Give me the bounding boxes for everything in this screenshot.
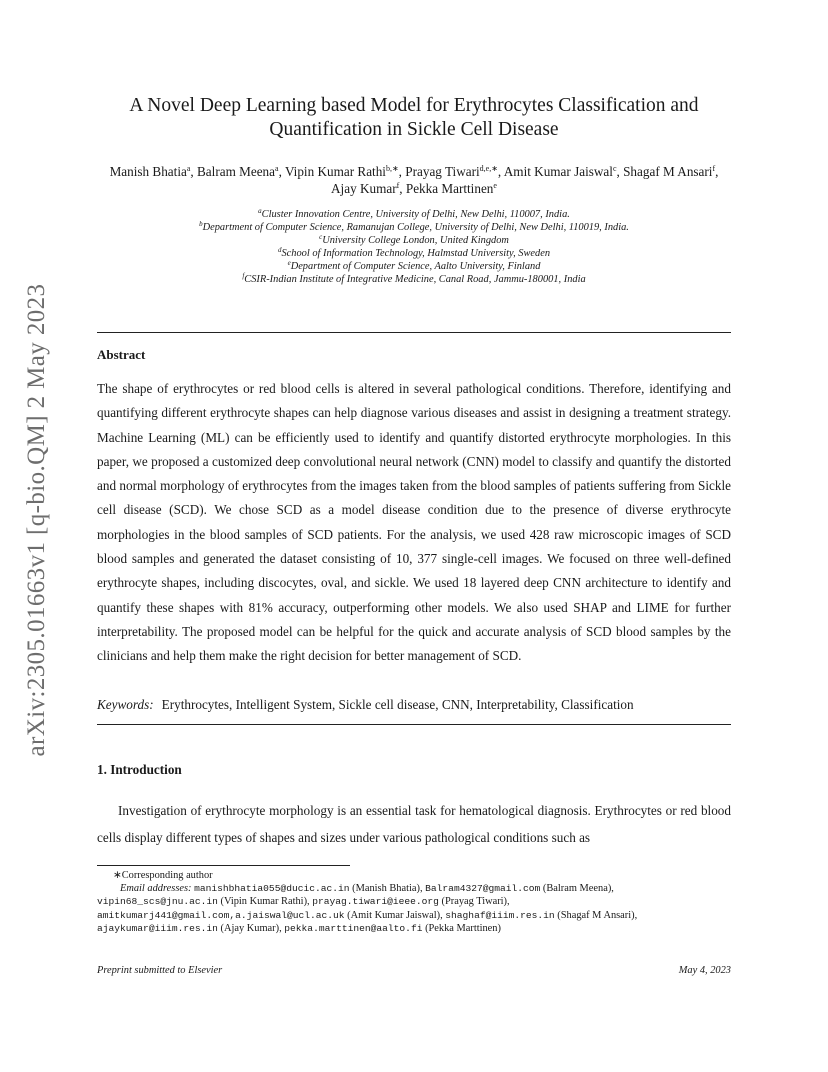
author-separator: , xyxy=(715,164,719,179)
keywords xyxy=(97,696,731,713)
email-owner: (Balram Meena), xyxy=(540,883,614,895)
author-name: Manish Bhatia xyxy=(109,164,187,179)
author-separator: , xyxy=(398,164,406,179)
abstract-text: The shape of erythrocytes or red blood cells is altered in several pathological conditions. Therefore, identifying and quantifying different erythrocyte shapes can help diagnose various diseases and assist in designing a treatment strategy. Machine Learning (ML) can be efficiently used to identify and quantify distorted erythrocyte morphologies. In this paper, we proposed a customized deep convolutional neural network (CNN) model to classify and quantify the distorted and normal morphology of erythrocytes from the images taken from the blood samples of patients suffering from Sickle cell disease (SCD). We chose SCD as a model disease condition due to the presence of diverse erythrocyte morphologies in the blood samples of SCD patients. For the analysis, we used 428 raw microscopic images of SCD blood samples and generated the dataset consisting of 10, 377 single-cell images. We focused on three well-defined erythrocyte shapes, including discocytes, oval, and sickle. We used 18 layered deep CNN architecture to identify and quantify these shapes with 81% accuracy, outperforming other models. We also used SHAP and LIME for further interpretability. The proposed model can be helpful for the quick and accurate analysis of SCD blood samples by the clinicians and help them make the right decision for better management of SCD. xyxy=(97,381,731,664)
email-owner: (Amit Kumar Jaiswal), xyxy=(344,909,446,921)
affiliation-text: Cluster Innovation Centre, University of Delhi, New Delhi, 110007, India. xyxy=(261,209,570,220)
footer-date: May 4, 2023 xyxy=(678,965,731,976)
affiliation-line xyxy=(97,260,731,273)
affiliation-marker: f xyxy=(242,272,245,280)
email-address-link[interactable]: pekka.marttinen@aalto.fi xyxy=(284,922,423,934)
footnotes xyxy=(97,869,731,935)
author-separator: , xyxy=(399,181,406,196)
affiliation-list xyxy=(97,208,731,286)
email-address-link[interactable]: vipin68_scs@jnu.ac.in xyxy=(97,896,218,908)
email-address-link[interactable]: Balram4327@gmail.com xyxy=(425,883,541,895)
affiliation-text: University College London, United Kingdom xyxy=(322,235,509,246)
author-separator: , xyxy=(616,164,624,179)
email-address-link[interactable]: manishbhatia055@ducic.ac.in xyxy=(194,883,350,895)
affiliation-line xyxy=(97,208,731,221)
arxiv-stamp-text: arXiv:2305.01663v1 [q-bio.QM] 2 May 2023 xyxy=(23,283,50,757)
author-affiliation-marker: f xyxy=(712,164,716,173)
author-affiliation-marker: f xyxy=(396,181,400,190)
affiliation-text: CSIR-Indian Institute of Integrative Medicine, Canal Road, Jammu-180001, India xyxy=(244,274,586,285)
email-owner: (Manish Bhatia), xyxy=(349,883,426,895)
affiliation-line xyxy=(97,247,731,260)
author-affiliation-marker: e xyxy=(493,181,497,190)
introduction-text: Investigation of erythrocyte morphology is an essential task for hematological diagnosis. Erythrocytes or red blood cells display different types of shapes and sizes under various pathological conditions such as xyxy=(97,803,731,845)
author-separator: , xyxy=(190,164,198,179)
author-name: Amit Kumar Jaiswal xyxy=(503,164,613,179)
abstract-heading: Abstract xyxy=(97,347,146,362)
email-owner: (Prayag Tiwari), xyxy=(438,896,510,908)
email-address-link[interactable]: prayag.tiwari@ieee.org xyxy=(312,896,439,908)
author-name: Vipin Kumar Rathi xyxy=(284,164,386,179)
author-list xyxy=(97,163,731,197)
affiliation-text: Department of Computer Science, Ramanujan College, University of Delhi, New Delhi, 110019, India. xyxy=(202,222,629,233)
affiliation-line xyxy=(97,234,731,247)
affiliation-text: School of Information Technology, Halmstad University, Sweden xyxy=(281,248,551,259)
affiliation-marker: d xyxy=(277,246,282,254)
affiliation-text: Department of Computer Science, Aalto University, Finland xyxy=(290,261,541,272)
email-owner: (Vipin Kumar Rathi), xyxy=(217,896,313,908)
author-separator: , xyxy=(278,164,285,179)
author-name: Ajay Kumar xyxy=(331,181,397,196)
title-line-2: Quantification in Sickle Cell Disease xyxy=(269,119,559,140)
abstract-top-rule xyxy=(97,332,731,333)
email-owner: (Shagaf M Ansari), xyxy=(554,909,638,921)
keywords-label: Keywords: xyxy=(97,697,154,712)
keywords-text: Erythrocytes, Intelligent System, Sickle cell disease, CNN, Interpretability, Classification xyxy=(161,697,634,712)
author-name: Pekka Marttinen xyxy=(405,181,494,196)
arxiv-stamp xyxy=(17,265,57,775)
email-address-link[interactable]: shaghaf@iiim.res.in xyxy=(445,909,555,921)
email-owner: (Ajay Kumar), xyxy=(217,922,285,934)
author-name: Balram Meena xyxy=(197,164,276,179)
footnote-rule xyxy=(97,865,350,866)
affiliation-marker: b xyxy=(199,220,203,228)
affiliation-line xyxy=(97,273,731,286)
email-address-link[interactable]: ajaykumar@iiim.res.in xyxy=(97,922,218,934)
paper-title xyxy=(97,94,731,142)
footnote-email-addresses xyxy=(97,882,731,935)
abstract-bottom-rule xyxy=(97,724,731,725)
section-heading-introduction: 1. Introduction xyxy=(97,762,182,777)
author-affiliation-marker: a xyxy=(275,164,279,173)
author-affiliation-marker: d,e,∗ xyxy=(479,164,498,173)
affiliation-marker: a xyxy=(258,207,262,215)
author-affiliation-marker: c xyxy=(612,164,617,173)
email-label: Email addresses: xyxy=(120,883,192,895)
author-name: Shagaf M Ansari xyxy=(623,164,713,179)
author-name: Prayag Tiwari xyxy=(405,164,480,179)
author-separator: , xyxy=(497,164,504,179)
footer-preprint-note: Preprint submitted to Elsevier xyxy=(97,965,223,976)
affiliation-line xyxy=(97,221,731,234)
author-affiliation-marker: a xyxy=(186,164,191,173)
email-address-link[interactable]: amitkumarj441@gmail.com,a.jaiswal@ucl.ac.uk xyxy=(97,909,345,921)
footnote-corresponding-author: ∗Corresponding author xyxy=(113,870,213,881)
email-owner: (Pekka Marttinen) xyxy=(422,922,501,934)
affiliation-marker: c xyxy=(319,233,323,241)
title-line-1: A Novel Deep Learning based Model for Erythrocytes Classification and xyxy=(129,95,699,116)
author-affiliation-marker: b,∗ xyxy=(385,164,399,173)
affiliation-marker: e xyxy=(287,259,291,267)
